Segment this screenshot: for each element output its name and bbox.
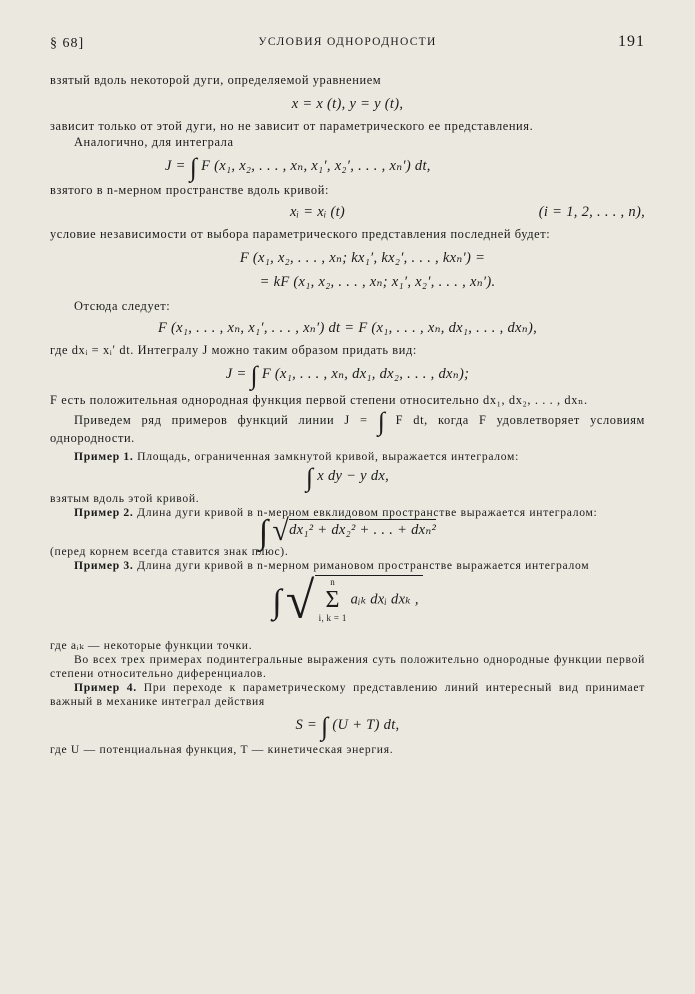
integral-sign: ∫ <box>258 514 269 551</box>
sum-lower-limit: i, k = 1 <box>318 613 347 623</box>
sigma-symbol: Σ <box>325 587 340 613</box>
equation: x = x (t), y = y (t), <box>291 96 404 112</box>
paragraph: Аналогично, для интеграла <box>74 135 234 149</box>
integral-sign: ∫ <box>321 712 329 741</box>
root-sign: √ <box>285 572 315 630</box>
running-title: УСЛОВИЯ ОДНОРОДНОСТИ <box>258 36 437 48</box>
radicand: dx₁² + dx₂² + . . . + dxₙ² <box>289 519 436 538</box>
example-title: Пример 3. <box>74 559 134 572</box>
equation-lhs: J = <box>225 366 247 382</box>
example-text: Длина дуги кривой в n-мерном римановом пространстве выражается интегралом <box>137 559 590 572</box>
example-text: Площадь, ограниченная замкнутой кривой, выражается интегралом: <box>137 450 519 463</box>
paragraph: где dxᵢ = xᵢ′ dt. Интегралу J можно таким образом придать вид: <box>50 343 417 357</box>
page-header <box>50 30 645 52</box>
paragraph: F есть положительная однородная функция первой степени относительно dx₁, dx₂, . . . , dxₙ. <box>50 393 588 407</box>
example-2 <box>50 506 645 520</box>
equation <box>50 514 645 551</box>
equation: F (x₁, x₂, . . . , xₙ; kx₁′, kx₂′, . . . , kxₙ′) = <box>239 250 486 266</box>
integral-sign: ∫ <box>305 463 314 492</box>
example-title: Пример 4. <box>74 681 137 694</box>
equation <box>50 361 645 390</box>
paragraph: где aᵢₖ — некоторые функции точки. <box>50 639 253 652</box>
paragraph: Отсюда следует: <box>74 299 171 313</box>
summation <box>319 576 347 624</box>
root-sign: √ <box>272 514 290 547</box>
paragraph <box>50 407 645 446</box>
paragraph: Во всех трех примерах подинтегральные выражения суть положительно однородные функции первой степени относительно диференциалов. <box>50 653 645 680</box>
paragraph: взятого в n-мерном пространстве вдоль кривой: <box>50 183 329 197</box>
example-text: При переходе к параметрическому представлению линий интересный вид принимает важный в механике интеграл действия <box>50 681 646 708</box>
integral-sign: ∫ <box>377 407 386 436</box>
example-3 <box>50 559 645 573</box>
example-1 <box>50 450 645 464</box>
integral-sign: ∫ <box>250 361 258 390</box>
summand: aᵢₖ dxᵢ dxₖ , <box>350 591 419 608</box>
example-text: Длина дуги кривой в n-мерном евклидовом пространстве выражается интегралом: <box>137 506 598 519</box>
sum-upper-limit: n <box>330 577 336 587</box>
equation <box>50 463 645 492</box>
example-4 <box>50 681 645 709</box>
example-title: Пример 2. <box>74 506 134 519</box>
integral-sign: ∫ <box>189 153 198 182</box>
paragraph-text: Приведем ряд примеров функций линии J = <box>74 413 368 427</box>
equation: F (x₁, . . . , xₙ, x₁′, . . . , xₙ′) dt = F (x₁, . . . , xₙ, dx₁, . . . , dxₙ), <box>157 320 538 336</box>
equation <box>50 202 645 222</box>
radicand <box>315 575 423 624</box>
section-number: § 68] <box>50 36 85 51</box>
equation-rhs: F (x₁, x₂, . . . , xₙ, x₁′, x₂′, . . . , xₙ′) dt, <box>201 158 431 174</box>
example-title: Пример 1. <box>74 450 134 463</box>
paragraph-text: F dt, когда F удовлетворяет условиям однородности. <box>50 413 645 445</box>
equation-rhs: F (x₁, . . . , xₙ, dx₁, dx₂, . . . , dxₙ); <box>261 366 470 382</box>
equation-range: (i = 1, 2, . . . , n), <box>538 204 645 220</box>
paragraph: взятым вдоль этой кривой. <box>50 492 200 505</box>
paragraph: условие независимости от выбора параметрического представления последней будет: <box>50 227 551 241</box>
paragraph: где U — потенциальная функция, T — кинетическая энергия. <box>50 743 394 756</box>
equation-main: xᵢ = xᵢ (t) <box>289 204 346 220</box>
paragraph: взятый вдоль некоторой дуги, определяемой уравнением <box>50 73 382 87</box>
equation-lhs: S = <box>295 717 318 733</box>
equation-lhs: J = <box>165 158 186 174</box>
paragraph: зависит только от этой дуги, но не зависит от параметрического ее представления. <box>50 119 534 133</box>
paragraph: (перед корнем всегда ставится знак плюс). <box>50 545 289 558</box>
equation <box>50 712 645 741</box>
equation <box>50 153 645 182</box>
equation <box>50 572 645 637</box>
equation-rhs: x dy − y dx, <box>317 468 390 484</box>
integral-sign: ∫ <box>272 583 282 621</box>
equation: = kF (x₁, x₂, . . . , xₙ; x₁′, x₂′, . . . , xₙ′). <box>259 274 496 290</box>
page-number: 191 <box>618 33 645 50</box>
equation-rhs: (U + T) dt, <box>332 717 400 733</box>
